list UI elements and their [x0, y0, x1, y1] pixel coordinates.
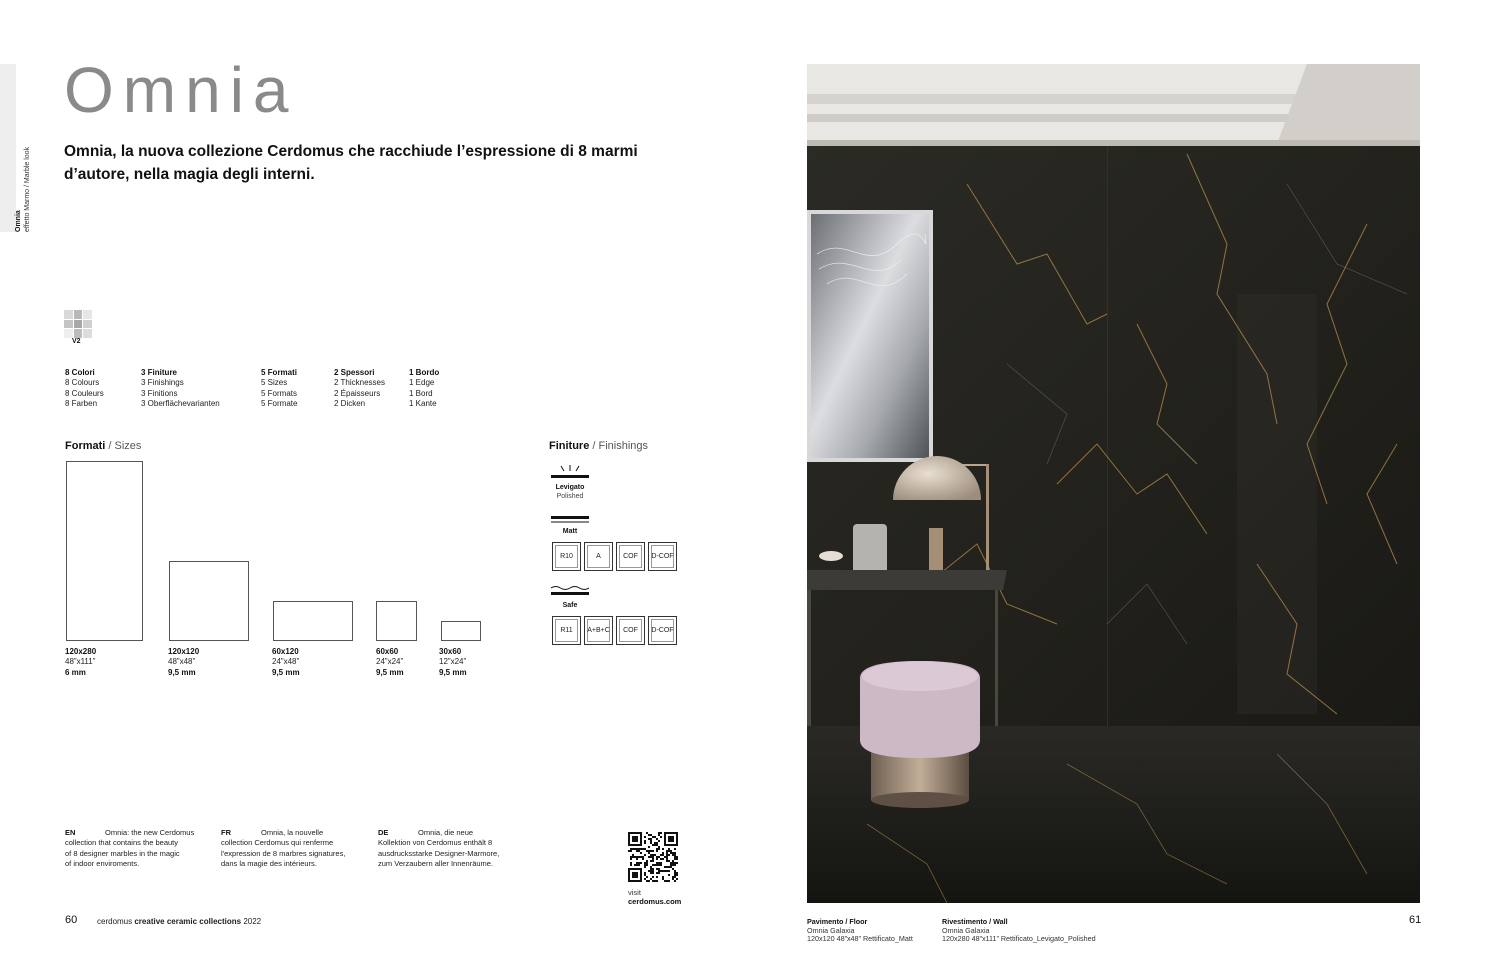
stat-head: 1 Bordo — [409, 368, 440, 377]
visit-url[interactable]: cerdomus.com — [628, 897, 682, 906]
badge-safe-abc — [584, 616, 613, 645]
swatch-square — [64, 329, 73, 338]
caption-product: Omnia Galaxia — [807, 925, 855, 935]
lang-line: collection Cerdomus qui renferme — [221, 838, 334, 848]
format-box-120x120 — [169, 561, 249, 641]
lang-line: ausdrucksstarke Designer-Marmore, — [378, 848, 500, 858]
format-label-30x60 — [439, 647, 467, 678]
format-size: 30x60 — [439, 647, 462, 656]
lead-paragraph: Omnia, la nuova collezione Cerdomus che racchiude l’espressione di 8 marmi d’autore, nella magia degli interni. — [64, 143, 638, 183]
format-thickness: 9,5 mm — [168, 667, 196, 677]
finish-name: Safe — [562, 602, 578, 609]
formats-heading-rest: / Sizes — [105, 440, 142, 452]
swatch-square — [83, 320, 92, 329]
swatch-square — [74, 329, 83, 338]
format-inches: 48”x111” — [65, 657, 96, 667]
format-inches: 24”x24” — [376, 657, 404, 667]
badge-label: R11 — [560, 627, 573, 634]
caption-spec: 120x280 48”x111” Rettificato_Levigato_Polished — [942, 934, 1096, 944]
caption-product: Omnia Galaxia — [942, 925, 990, 935]
format-thickness: 9,5 mm — [439, 667, 467, 677]
lang-code: DE — [378, 828, 389, 837]
stat-line: 8 Colours — [65, 378, 100, 388]
lang-block-fr — [221, 828, 371, 869]
lang-line: dans la magie des intérieurs. — [221, 858, 317, 868]
stat-line: 8 Couleurs — [65, 388, 104, 398]
lang-text: Omnia, la nouvelle — [261, 828, 324, 837]
polished-finish-icon — [551, 462, 589, 482]
finish-name: Matt — [562, 528, 578, 535]
finish-sub: Polished — [556, 493, 584, 500]
formats-heading — [65, 440, 141, 452]
badge-label: R10 — [560, 553, 573, 560]
finish-levigato — [551, 483, 589, 501]
format-inches: 12”x24” — [439, 657, 467, 667]
lang-block-en — [65, 828, 215, 869]
swatch-square — [64, 320, 73, 329]
format-label-60x120 — [272, 647, 300, 678]
stat-finishings — [141, 368, 220, 409]
caption-title: Rivestimento / Wall — [942, 917, 1008, 926]
format-thickness: 6 mm — [65, 667, 86, 677]
badge-label: D-COF — [651, 627, 674, 634]
caption-wall — [942, 918, 1096, 944]
stat-line: 5 Formats — [261, 388, 298, 398]
finish-safe — [551, 601, 589, 610]
stat-line: 1 Kante — [409, 398, 437, 408]
page-title: Omnia — [64, 54, 298, 126]
swatch-square — [83, 329, 92, 338]
badge-safe-dcof — [648, 616, 677, 645]
format-size: 120x280 — [65, 647, 97, 656]
lang-code: FR — [221, 828, 231, 837]
stat-head: 8 Colori — [65, 368, 95, 377]
finishings-heading-rest: / Finishings — [589, 440, 649, 452]
visit-link[interactable] — [628, 888, 681, 906]
formats-heading-bold: Formati — [65, 440, 106, 452]
badge-matt-cof — [616, 542, 645, 571]
badge-label: A — [596, 553, 601, 560]
swatch-square — [64, 310, 73, 319]
badge-label: A+B+C — [587, 627, 610, 634]
finishings-heading-bold: Finiture — [549, 440, 590, 452]
lang-line: of 8 designer marbles in the magic — [65, 848, 180, 858]
lang-line: l'expression de 8 marbres signatures, — [221, 848, 346, 858]
stat-edge — [409, 368, 439, 409]
stat-thicknesses — [334, 368, 385, 409]
badge-label: D-COF — [651, 553, 674, 560]
stat-line: 1 Edge — [409, 378, 435, 388]
side-label — [14, 147, 32, 232]
format-size: 120x120 — [168, 647, 200, 656]
finishings-heading — [549, 440, 648, 452]
format-inches: 48”x48” — [168, 657, 196, 667]
badge-matt-dcof — [648, 542, 677, 571]
visit-label: visit — [628, 888, 641, 897]
stat-line: 5 Sizes — [261, 378, 288, 388]
lang-code: EN — [65, 828, 76, 837]
format-thickness: 9,5 mm — [376, 667, 404, 677]
stat-line: 3 Oberflächevarianten — [141, 398, 220, 408]
stat-line: 1 Bord — [409, 388, 433, 398]
badge-label: COF — [623, 553, 638, 560]
stat-line: 2 Dicken — [334, 398, 366, 408]
stat-colors — [65, 368, 104, 409]
lang-line: collection that contains the beauty — [65, 838, 178, 848]
stat-line: 3 Finishings — [141, 378, 184, 388]
stat-line: 5 Formate — [261, 398, 298, 408]
lang-text: Omnia: the new Cerdomus — [105, 828, 195, 837]
swatch-square — [74, 310, 83, 319]
variation-label: V2 — [72, 338, 81, 345]
format-inches: 24”x48” — [272, 657, 300, 667]
stat-head: 2 Spessori — [334, 368, 375, 377]
brand-bold: creative ceramic collections — [134, 917, 242, 926]
interior-photo — [807, 64, 1420, 903]
format-label-120x280 — [65, 647, 96, 678]
stat-line: 2 Thicknesses — [334, 378, 385, 388]
brand-year: 2022 — [241, 917, 262, 926]
stat-line: 2 Épaisseurs — [334, 388, 381, 398]
variation-swatch-icon — [64, 310, 92, 338]
stat-head: 5 Formati — [261, 368, 298, 377]
finish-matt — [551, 527, 589, 536]
badge-safe-cof — [616, 616, 645, 645]
format-box-60x60 — [376, 601, 417, 641]
badge-label: COF — [623, 627, 638, 634]
side-label-subtitle: effetto Marmo / Marble look — [24, 146, 31, 232]
page-number-right: 61 — [1409, 914, 1422, 926]
badge-safe-r11 — [552, 616, 581, 645]
format-label-60x60 — [376, 647, 404, 678]
artwork — [811, 214, 929, 458]
caption-floor — [807, 918, 913, 944]
brand-footer — [97, 917, 261, 926]
caption-spec: 120x120 48”x48” Rettificato_Matt — [807, 934, 913, 944]
badge-matt-r10 — [552, 542, 581, 571]
swatch-square — [83, 310, 92, 319]
console-table — [807, 570, 1007, 590]
side-label-title: Omnia — [15, 210, 22, 232]
format-label-120x120 — [168, 647, 199, 678]
format-box-30x60 — [441, 621, 481, 641]
stat-line: 3 Finitions — [141, 388, 178, 398]
format-size: 60x60 — [376, 647, 399, 656]
brand-prefix: cerdomus — [97, 917, 135, 926]
safe-finish-icon — [551, 583, 589, 603]
lang-line: of indoor enviroments. — [65, 858, 140, 868]
format-box-120x280 — [66, 461, 143, 641]
lang-line: Kollektion von Cerdomus enthält 8 — [378, 838, 493, 848]
lang-text: Omnia, die neue — [418, 828, 474, 837]
stat-line: 8 Farben — [65, 398, 98, 408]
stat-formats — [261, 368, 297, 409]
lang-line: zum Verzaubern aller Innenräume. — [378, 858, 494, 868]
stat-head: 3 Finiture — [141, 368, 178, 377]
caption-title: Pavimento / Floor — [807, 917, 868, 926]
swatch-square — [74, 320, 83, 329]
badge-matt-a — [584, 542, 613, 571]
qr-code-icon[interactable] — [628, 832, 678, 882]
lang-block-de — [378, 828, 528, 869]
format-thickness: 9,5 mm — [272, 667, 300, 677]
finish-name: Levigato — [555, 484, 585, 491]
format-size: 60x120 — [272, 647, 299, 656]
format-box-60x120 — [273, 601, 353, 641]
page-number-left: 60 — [65, 914, 78, 926]
